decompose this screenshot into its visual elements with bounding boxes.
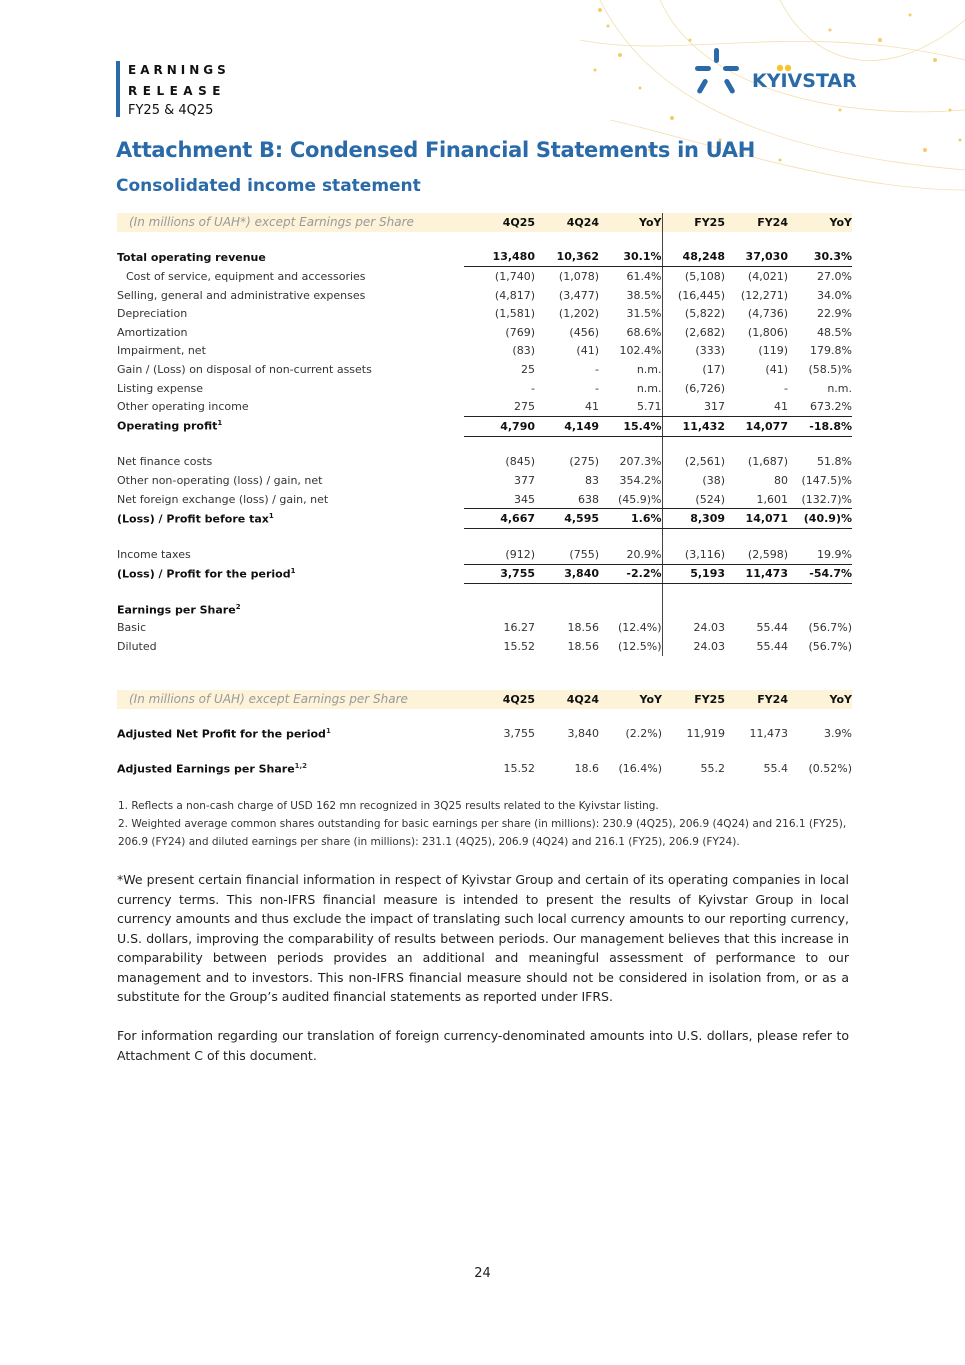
row-label-text: Operating profit — [117, 420, 218, 434]
table-row — [117, 637, 852, 656]
table-cell: (147.5)% — [801, 473, 852, 487]
row-label-text: Earnings per Share — [117, 603, 236, 617]
row-label-text: Adjusted Net Profit for the period — [117, 727, 326, 741]
table-cell: (40.9)% — [788, 509, 852, 529]
table-row — [117, 545, 852, 564]
table-cell: 83 — [585, 473, 599, 487]
table-cell: 3,840 — [567, 727, 599, 741]
table-row — [117, 471, 852, 490]
table-cell: 4,790 — [464, 416, 535, 436]
col-header: 4Q24 — [535, 213, 599, 232]
table-row — [117, 600, 852, 619]
table-cell — [662, 600, 725, 619]
row-label — [117, 637, 464, 656]
table-cell: 3.9% — [824, 727, 852, 741]
table-cell: 48.5% — [817, 325, 852, 339]
table-cell: 41 — [725, 397, 788, 416]
row-label-text: Total operating revenue — [117, 250, 266, 264]
table-cell: 55.44 — [756, 640, 788, 654]
table-cell — [788, 600, 852, 619]
table-cell: 18.56 — [567, 621, 599, 635]
table-cell: (1,740) — [494, 269, 535, 283]
row-label-text: Net finance costs — [117, 455, 213, 469]
table-cell: - — [595, 362, 599, 376]
row-label — [117, 267, 464, 286]
table-cell: (1,806) — [747, 325, 788, 339]
table-cell: (1,078) — [558, 269, 599, 283]
table-cell: (56.7%) — [808, 621, 852, 635]
table-cell: 4,667 — [464, 509, 535, 529]
table-cell: 51.8% — [817, 455, 852, 469]
row-label-text: (Loss) / Profit for the period — [117, 567, 291, 581]
row-label-text: Other operating income — [117, 400, 249, 414]
table-cell: 638 — [535, 490, 599, 509]
table-row — [117, 267, 852, 286]
row-label — [117, 725, 464, 744]
table-cell: 5,193 — [662, 564, 725, 584]
table-cell: (333) — [662, 342, 725, 361]
row-label-text: Diluted — [117, 640, 157, 654]
table-cell: 41 — [535, 397, 599, 416]
table-cell — [599, 600, 662, 619]
table-cell: 15.4% — [599, 416, 662, 436]
table-cell: 673.2% — [788, 397, 852, 416]
footnote-marker: 1 — [325, 727, 331, 736]
table-cell: (2,598) — [725, 545, 788, 564]
row-label — [117, 360, 464, 379]
table-cell: (12.5%) — [617, 640, 662, 654]
table-cell: 13,480 — [464, 248, 535, 267]
row-label — [117, 304, 464, 323]
table-cell: (5,108) — [662, 267, 725, 286]
footnote-2: 2. Weighted average common shares outstanding for basic earnings per share (in millions): 230.9 (4Q25), 206.9 (4Q24) and 216.1 (FY25), 206.9 (FY24) and diluted earnings per share (in millions): 231.1 (4Q25), 206.9 (4Q24) and 216.1 (FY25), 206.9 (FY24). — [118, 818, 847, 848]
table-cell: -18.8% — [788, 416, 852, 436]
table-cell: (0.52%) — [808, 761, 852, 775]
table-row — [117, 619, 852, 638]
footnote-marker: 1 — [217, 419, 223, 428]
table-row — [117, 323, 852, 342]
table-cell: (4,021) — [747, 269, 788, 283]
footnote-marker: 1 — [268, 511, 274, 520]
table-cell: (1,202) — [558, 307, 599, 321]
table-row — [117, 304, 852, 323]
table-cell: (83) — [512, 344, 535, 358]
row-label — [117, 619, 464, 638]
table-cell: (12.4%) — [617, 621, 662, 635]
table-cell: 55.44 — [756, 621, 788, 635]
table-cell: 61.4% — [626, 269, 662, 283]
row-label-text: Adjusted Earnings per Share — [117, 762, 295, 776]
row-label — [117, 397, 464, 416]
row-label-text: Depreciation — [117, 307, 188, 321]
table-cell: 18.6 — [574, 761, 599, 775]
table-cell: (17) — [662, 360, 725, 379]
table-cell: 4,595 — [535, 509, 599, 529]
row-label-text: Income taxes — [117, 547, 191, 561]
table-cell: 11,473 — [749, 727, 788, 741]
table-cell: 179.8% — [810, 344, 852, 358]
row-label-text: Cost of service, equipment and accessories — [126, 269, 366, 283]
row-label-text: Selling, general and administrative expenses — [117, 288, 366, 302]
table-cell: -2.2% — [599, 564, 662, 584]
footnote-1: 1. Reflects a non-cash charge of USD 162 mn recognized in 3Q25 results related to the Kyivstar listing. — [118, 800, 659, 812]
table-cell: (6,726) — [662, 379, 725, 398]
table-cell: 30.1% — [599, 248, 662, 267]
row-label — [117, 490, 464, 509]
col-header: FY25 — [662, 690, 725, 709]
table-cell: (132.7)% — [788, 490, 852, 509]
table-row — [117, 286, 852, 305]
col-header: FY24 — [725, 690, 788, 709]
footnote-marker: 1,2 — [294, 761, 308, 770]
header-release: RELEASE — [128, 84, 226, 98]
table-cell: 3,755 — [503, 727, 535, 741]
currency-note-paragraph: For information regarding our translation of foreign currency-denominated amounts into U.S. dollars, please refer to Attachment C of this document. — [117, 1028, 849, 1063]
row-label — [117, 379, 464, 398]
table-cell: - — [595, 381, 599, 395]
row-label-text: Other non-operating (loss) / gain, net — [117, 473, 323, 487]
table-cell: 31.5% — [626, 307, 662, 321]
table-cell: 1,601 — [725, 490, 788, 509]
table-row — [117, 360, 852, 379]
col-header: FY25 — [662, 213, 725, 232]
col-header: 4Q25 — [464, 213, 535, 232]
table-cell: 345 — [464, 490, 535, 509]
table-cell: (5,822) — [662, 304, 725, 323]
header-earnings: EARNINGS — [128, 63, 230, 77]
footnote-marker: 1 — [290, 566, 296, 575]
table-cell — [535, 600, 599, 619]
table-cell: 16.27 — [503, 621, 535, 635]
table-cell: 48,248 — [662, 248, 725, 267]
header-label: (In millions of UAH) except Earnings per Share — [117, 690, 464, 709]
row-label-text: (Loss) / Profit before tax — [117, 512, 269, 526]
table-cell: 3,755 — [464, 564, 535, 584]
table-row — [117, 248, 852, 267]
table-cell — [464, 600, 535, 619]
table-cell: 5.71 — [599, 397, 662, 416]
table-cell: 14,071 — [725, 509, 788, 529]
table-cell: (119) — [758, 344, 788, 358]
table-cell: n.m. — [636, 362, 662, 376]
row-label-text: Amortization — [117, 325, 188, 339]
table-cell: (41) — [576, 344, 599, 358]
header-period: FY25 & 4Q25 — [128, 103, 214, 118]
disclaimer-paragraph: *We present certain financial information in respect of Kyivstar Group and certain of its operating companies in local currency terms. This non-IFRS financial measure is intended to present the results of Kyivstar Group in local currency amounts and thus exclude the impact of translating such local currency amounts to our reporting currency, U.S. dollars, improving the comparability of results between periods. Our management believes that this increase in comparability between periods provides an additional and meaningful assessment of performance to our management and to investors. This non-IFRS financial measure should not be considered in isolation from, or as a substitute for the Group’s audited financial statements as reported under IFRS. — [117, 872, 849, 1004]
row-label — [117, 509, 464, 529]
row-label — [117, 416, 464, 436]
table-cell: 354.2% — [619, 473, 662, 487]
table-cell: (912) — [464, 545, 535, 564]
row-label — [117, 323, 464, 342]
table-cell: 68.6% — [626, 325, 662, 339]
row-label — [117, 342, 464, 361]
table-cell: 24.03 — [662, 637, 725, 656]
table-cell: 275 — [464, 397, 535, 416]
page-number: 24 — [474, 1266, 491, 1281]
table-cell: -54.7% — [788, 564, 852, 584]
table-cell: 37,030 — [725, 248, 788, 267]
table-cell: 8,309 — [662, 509, 725, 529]
table-cell: n.m. — [827, 381, 852, 395]
row-label-text: Listing expense — [117, 381, 204, 395]
table-cell: 55.4 — [763, 761, 788, 775]
table-cell: 24.03 — [662, 619, 725, 638]
col-header: 4Q24 — [535, 690, 599, 709]
table-cell: 34.0% — [817, 288, 852, 302]
table-row — [117, 759, 852, 778]
table-cell: n.m. — [636, 381, 662, 395]
table-cell: (2,682) — [662, 323, 725, 342]
row-label-text: Gain / (Loss) on disposal of non-current assets — [117, 362, 372, 376]
table-cell: 80 — [774, 473, 788, 487]
table-cell: 30.3% — [788, 248, 852, 267]
table-cell: 10,362 — [535, 248, 599, 267]
table-cell: - — [784, 381, 788, 395]
table-cell: 1.6% — [599, 509, 662, 529]
page-title: Attachment B: Condensed Financial Statements in UAH — [116, 138, 756, 162]
table-cell: 14,077 — [725, 416, 788, 436]
table-cell: (755) — [535, 545, 599, 564]
table-row — [117, 509, 852, 529]
header-label: (In millions of UAH*) except Earnings per Share — [117, 213, 464, 232]
table-cell: 3,840 — [535, 564, 599, 584]
table-cell: (769) — [505, 325, 535, 339]
logo-wordmark: KYIVSTAR — [752, 70, 857, 92]
table-cell: (45.9)% — [599, 490, 662, 509]
table-cell: (4,736) — [747, 307, 788, 321]
table-row — [117, 490, 852, 509]
row-label-text: Basic — [117, 621, 147, 635]
table-cell: (16.4%) — [618, 761, 662, 775]
table-cell: (845) — [505, 455, 535, 469]
table-header-row — [117, 690, 852, 709]
table-row — [117, 397, 852, 416]
table-row — [117, 379, 852, 398]
col-header: 4Q25 — [464, 690, 535, 709]
table-cell: (275) — [569, 455, 599, 469]
row-label — [117, 545, 464, 564]
table-cell: (38) — [662, 471, 725, 490]
table-cell: 18.56 — [567, 640, 599, 654]
table-row — [117, 564, 852, 584]
section-subtitle: Consolidated income statement — [116, 176, 421, 196]
col-header: YoY — [599, 690, 662, 709]
table-cell: (16,445) — [662, 286, 725, 305]
table-cell: 19.9% — [788, 545, 852, 564]
table-cell: 11,432 — [662, 416, 725, 436]
table-cell: 15.52 — [503, 640, 535, 654]
row-label — [117, 453, 464, 472]
table-row — [117, 725, 852, 744]
table-cell: 38.5% — [626, 288, 662, 302]
table-cell: (2.2%) — [625, 727, 662, 741]
table-cell: 11,919 — [686, 727, 725, 741]
table-cell: 20.9% — [599, 545, 662, 564]
table-row — [117, 416, 852, 436]
row-label — [117, 759, 464, 778]
table-header-row — [117, 213, 852, 232]
table-cell: 11,473 — [725, 564, 788, 584]
table-cell: (56.7%) — [808, 640, 852, 654]
adjusted-metrics-table — [117, 690, 852, 778]
row-label-text: Net foreign exchange (loss) / gain, net — [117, 492, 329, 506]
table-cell: (2,561) — [662, 453, 725, 472]
table-cell — [725, 600, 788, 619]
header-accent-bar — [116, 61, 120, 117]
table-cell: 377 — [514, 473, 535, 487]
row-label-text: Impairment, net — [117, 344, 206, 358]
table-cell: 22.9% — [817, 307, 852, 321]
col-header: YoY — [599, 213, 662, 232]
col-header: YoY — [788, 690, 852, 709]
table-cell: (1,687) — [747, 455, 788, 469]
table-cell: (4,817) — [494, 288, 535, 302]
row-label — [117, 248, 464, 267]
row-label — [117, 600, 464, 619]
table-cell: (58.5)% — [808, 362, 852, 376]
table-cell: 25 — [521, 362, 535, 376]
table-cell: 207.3% — [619, 455, 662, 469]
table-row — [117, 342, 852, 361]
col-header: YoY — [788, 213, 852, 232]
row-label — [117, 286, 464, 305]
table-cell: 4,149 — [535, 416, 599, 436]
table-cell: 27.0% — [817, 269, 852, 283]
table-row — [117, 453, 852, 472]
table-cell: (41) — [765, 362, 788, 376]
col-header: FY24 — [725, 213, 788, 232]
table-cell: (1,581) — [494, 307, 535, 321]
table-cell: (456) — [569, 325, 599, 339]
income-statement-table — [117, 213, 852, 656]
table-cell: 15.52 — [503, 761, 535, 775]
footnote-marker: 2 — [235, 602, 241, 611]
row-label — [117, 471, 464, 490]
table-cell: 317 — [662, 397, 725, 416]
table-cell: 102.4% — [619, 344, 662, 358]
table-cell: (3,116) — [662, 545, 725, 564]
row-label — [117, 564, 464, 584]
table-cell: (12,271) — [740, 288, 788, 302]
table-cell: 55.2 — [700, 761, 725, 775]
table-cell: - — [531, 381, 535, 395]
table-cell: (524) — [662, 490, 725, 509]
table-cell: (3,477) — [558, 288, 599, 302]
